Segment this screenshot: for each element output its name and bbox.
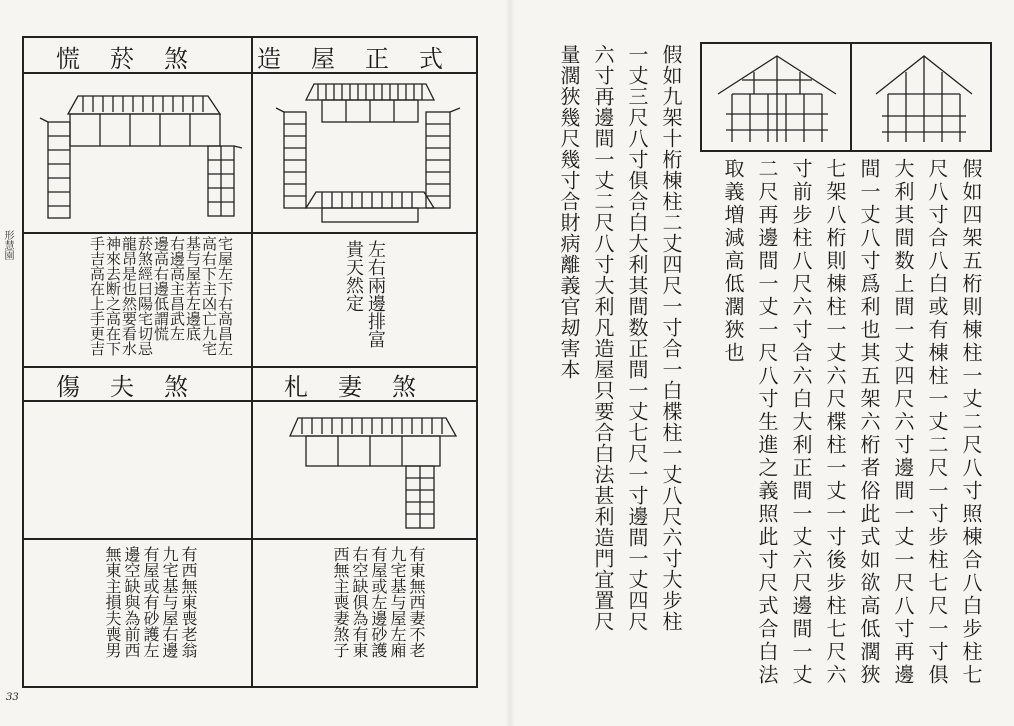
text-column-8: 取義増減高低濶狹也 <box>721 158 745 365</box>
text-column-9: 假如九架十桁棟柱二丈四尺一寸合一白楪柱一丈八尺六寸大步柱 <box>659 44 683 632</box>
house-plan-figure-bottom-right <box>276 410 472 532</box>
title-top-right: 造屋正式 <box>257 44 473 73</box>
grid-line-mid-top <box>24 232 476 234</box>
note-line: 神來去断之高在下 <box>104 236 122 356</box>
house-plan-figure-top-right <box>266 78 470 228</box>
text-column-12: 量濶狹幾尺幾寸合財病離義官刼害本 <box>557 44 581 380</box>
house-plan-figure-top-left <box>38 84 244 224</box>
note-line: 宅屋左下右高昌左 <box>216 236 234 356</box>
book-fold <box>505 0 515 726</box>
note-line: 手吉高在上手更吉 <box>88 236 106 356</box>
note-line: 九宅基与屋左廂 <box>388 546 407 658</box>
text-column-5: 七架八桁則棟柱一丈六尺楪柱一丈一寸後步柱七尺六 <box>823 158 847 687</box>
note-top-right <box>342 240 386 348</box>
frame-diagram-box <box>700 42 992 152</box>
margin-note: 形慧園 <box>2 230 13 260</box>
note-line: 有屋或左邊砂護 <box>369 546 388 658</box>
title-bottom-left: 傷夫煞 <box>56 372 218 401</box>
note-line: 右空缺俱為有東 <box>350 546 369 658</box>
note-line: 無東主損夫喪男 <box>103 546 122 658</box>
note-line: 菸煞經曰陽宅切忌 <box>136 236 154 356</box>
title-bottom-right: 札妻煞 <box>284 372 446 401</box>
note-line: 有西無東喪老翁 <box>179 546 198 658</box>
text-column-11: 六寸再邊間一丈二尺八寸大利凡造屋只要合白法甚利造門宜置尺 <box>591 44 615 632</box>
frame-diagram-seven-purlin <box>862 50 986 146</box>
text-column-7: 二尺再邊間一丈一尺八寸生進之義照此寸尺式合白法 <box>755 158 779 687</box>
note-line: 左右兩邊排富 <box>365 240 386 348</box>
note-line: 有東無西妻不老 <box>407 546 426 658</box>
note-line: 貴天然定 <box>343 240 364 312</box>
page-number: 33 <box>6 692 19 703</box>
note-line: 邊空缺與為前西 <box>122 546 141 658</box>
note-bottom-right <box>331 546 426 658</box>
note-line: 高右下主凶亡九宅 <box>200 236 218 356</box>
note-line: 有屋或有砂護左 <box>141 546 160 658</box>
title-top-left: 慌菸煞 <box>56 44 218 73</box>
note-line: 龍昂是也然要看水 <box>120 236 138 356</box>
text-column-10: 一丈三尺八寸俱合白大利其間数正間一丈七尺一寸邊間一丈四尺 <box>625 44 649 632</box>
diagram-divider <box>850 44 852 150</box>
grid-line-mid-bottom <box>24 538 476 540</box>
note-line: 九宅基与屋右邊 <box>160 546 179 658</box>
text-column-6: 寸前步柱八尺六寸合六白大利正間一丈六尺邊間一丈 <box>789 158 813 687</box>
text-column-1: 假如四架五桁則棟柱一丈二尺八寸照棟合八白步柱七 <box>959 158 983 687</box>
text-column-2: 尺八寸合八白或有棟柱一丈二尺一寸步柱七尺一寸俱 <box>925 158 949 687</box>
note-line: 右邊高主昌武左 <box>168 236 186 341</box>
frame-diagram-nine-purlin <box>712 50 842 146</box>
grid-vertical-divider <box>251 38 253 688</box>
text-column-4: 間一丈八寸爲利也其五架六桁者俗此式如欲高低濶狹 <box>857 158 881 687</box>
note-bottom-left <box>103 546 198 658</box>
note-line: 西無主喪妻煞子 <box>331 546 350 658</box>
text-column-3: 大利其間数上間一丈四尺六寸邊間一丈一尺八寸再邊 <box>891 158 915 687</box>
note-line: 邊高右邊低謂慌 <box>152 236 170 341</box>
note-line: 基与屋若左邊底 <box>184 236 202 341</box>
note-top-left <box>89 236 233 366</box>
illustration-grid <box>22 36 478 688</box>
